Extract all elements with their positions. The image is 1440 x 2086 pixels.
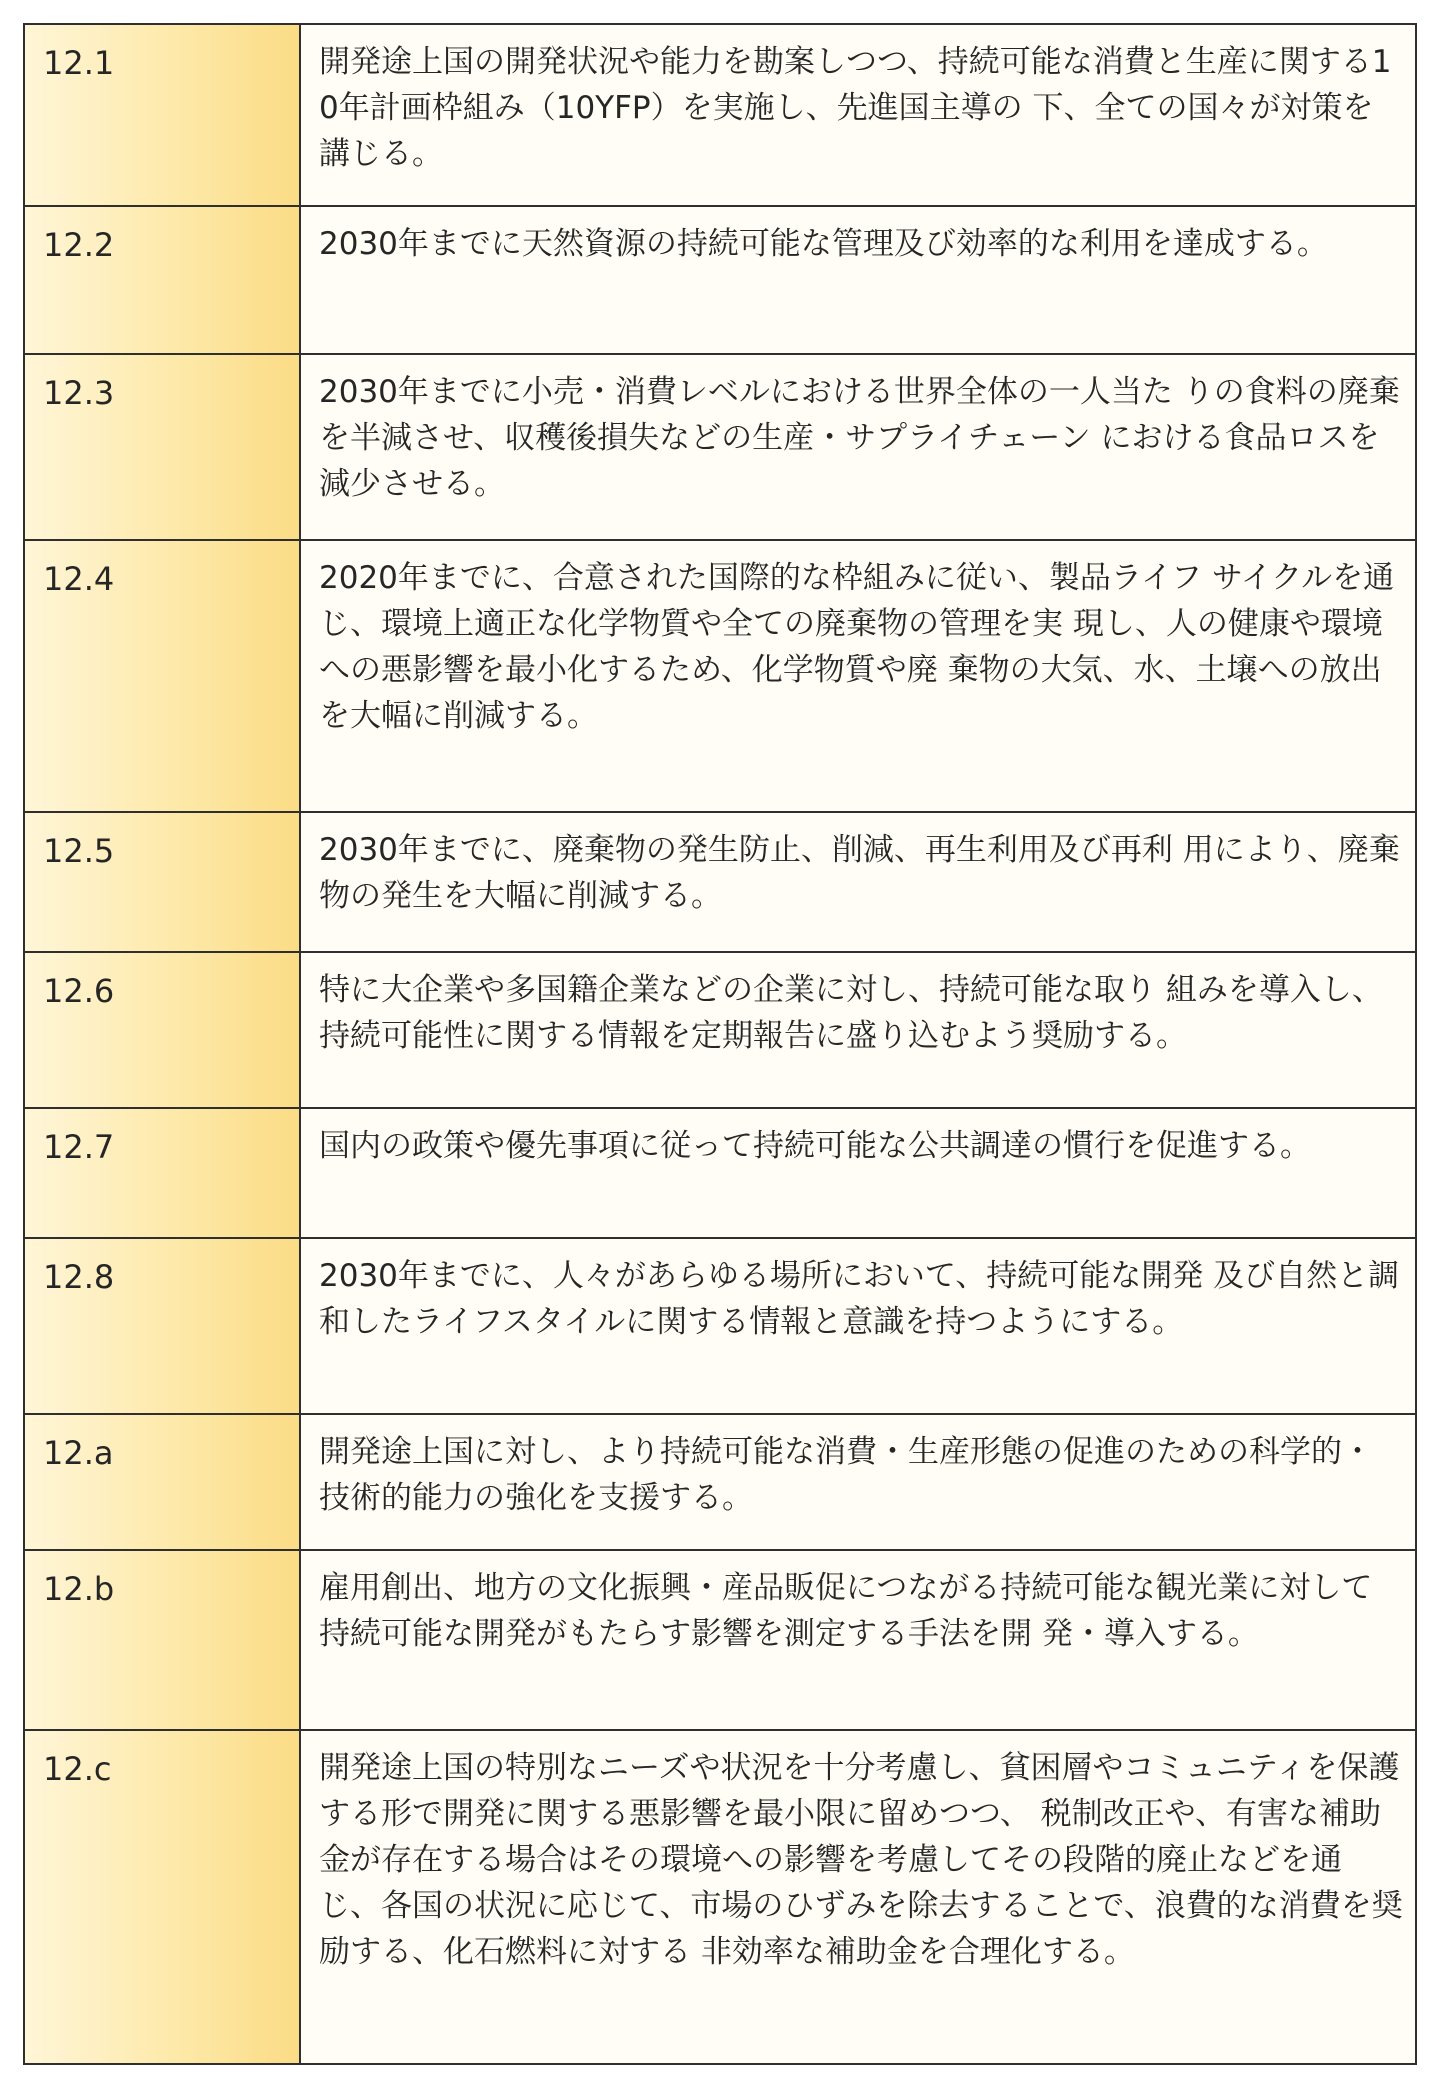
table-row: [24, 24, 1416, 206]
table-row: [24, 812, 1416, 952]
table-row: [24, 1414, 1416, 1550]
target-code: 12.1: [24, 24, 300, 206]
target-code: 12.8: [24, 1238, 300, 1414]
target-code: 12.5: [24, 812, 300, 952]
target-description: 2030年までに小売・消費レベルにおける世界全体の一人当た りの食料の廃棄を半減させ、収穫後損失などの生産・サプライチェーン における食品ロスを減少させる。: [300, 354, 1416, 540]
targets-table: [23, 23, 1417, 2065]
target-description: 開発途上国に対し、より持続可能な消費・生産形態の促進のための科学的・技術的能力の強化を支援する。: [300, 1414, 1416, 1550]
table-row: [24, 952, 1416, 1108]
target-code: 12.3: [24, 354, 300, 540]
target-description: 国内の政策や優先事項に従って持続可能な公共調達の慣行を促進する。: [300, 1108, 1416, 1238]
target-description: 開発途上国の特別なニーズや状況を十分考慮し、貧困層やコミュニティを保護する形で開発に関する悪影響を最小限に留めつつ、 税制改正や、有害な補助金が存在する場合はその環境への影響を考慮してその段階的廃止などを通じ、各国の状況に応じて、市場のひずみを除去することで、浪費的な消費を奨励する、化石燃料に対する 非効率な補助金を合理化する。: [300, 1730, 1416, 2064]
target-code: 12.7: [24, 1108, 300, 1238]
table-row: [24, 206, 1416, 354]
target-description: 2020年までに、合意された国際的な枠組みに従い、製品ライフ サイクルを通じ、環境上適正な化学物質や全ての廃棄物の管理を実 現し、人の健康や環境への悪影響を最小化するため、化学物質や廃 棄物の大気、水、土壌への放出を大幅に削減する。: [300, 540, 1416, 812]
target-code: 12.c: [24, 1730, 300, 2064]
target-description: 開発途上国の開発状況や能力を勘案しつつ、持続可能な消費と生産に関する10年計画枠組み（10YFP）を実施し、先進国主導の 下、全ての国々が対策を講じる。: [300, 24, 1416, 206]
target-description: 2030年までに天然資源の持続可能な管理及び効率的な利用を達成する。: [300, 206, 1416, 354]
target-code: 12.4: [24, 540, 300, 812]
target-code: 12.6: [24, 952, 300, 1108]
target-code: 12.a: [24, 1414, 300, 1550]
table-row: [24, 354, 1416, 540]
target-description: 2030年までに、人々があらゆる場所において、持続可能な開発 及び自然と調和したライフスタイルに関する情報と意識を持つようにする。: [300, 1238, 1416, 1414]
target-description: 雇用創出、地方の文化振興・産品販促につながる持続可能な観光業に対して持続可能な開発がもたらす影響を測定する手法を開 発・導入する。: [300, 1550, 1416, 1730]
target-code: 12.2: [24, 206, 300, 354]
table-row: [24, 1550, 1416, 1730]
table-row: [24, 540, 1416, 812]
target-description: 2030年までに、廃棄物の発生防止、削減、再生利用及び再利 用により、廃棄物の発生を大幅に削減する。: [300, 812, 1416, 952]
target-code: 12.b: [24, 1550, 300, 1730]
table-row: [24, 1238, 1416, 1414]
table-row: [24, 1730, 1416, 2064]
table-row: [24, 1108, 1416, 1238]
target-description: 特に大企業や多国籍企業などの企業に対し、持続可能な取り 組みを導入し、持続可能性に関する情報を定期報告に盛り込むよう奨励する。: [300, 952, 1416, 1108]
